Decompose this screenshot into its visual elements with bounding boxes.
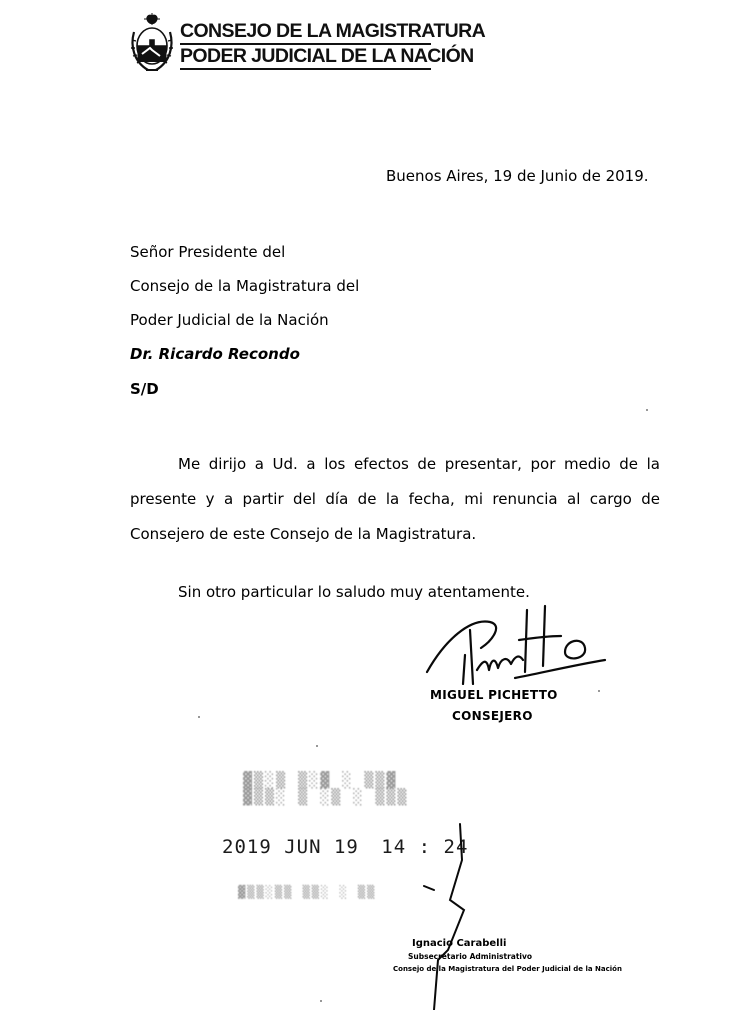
addressee-line-3: Poder Judicial de la Nación	[130, 311, 329, 329]
faded-stamp-line-3: ▓▒▒░▒▒ ▒▒░ ░ ▒▒	[238, 885, 377, 899]
addressee-line-2: Consejo de la Magistratura del	[130, 277, 360, 295]
letterhead-underline	[180, 68, 431, 70]
scan-speck	[198, 716, 200, 718]
letterhead-line-2: PODER JUDICIAL DE LA NACIÓN	[180, 45, 474, 67]
scan-speck	[598, 690, 600, 692]
scan-speck	[320, 1000, 322, 1002]
official-name: Ignacio Carabelli	[412, 938, 507, 949]
addressee-sd: S/D	[130, 380, 159, 398]
closing-line: Sin otro particular lo saludo muy atentamente.	[178, 583, 530, 601]
official-organization: Consejo de la Magistratura del Poder Judicial de la Nación	[393, 965, 622, 973]
addressee-name: Dr. Ricardo Recondo	[130, 345, 300, 363]
signer-name: MIGUEL PICHETTO	[430, 688, 558, 702]
date-line: Buenos Aires, 19 de Junio de 2019.	[386, 167, 649, 185]
official-title: Subsecretario Administrativo	[408, 952, 533, 961]
stamp-hour: 14	[381, 836, 407, 858]
letter-body: Me dirijo a Ud. a los efectos de presentar, por medio de la presente y a partir del día de la fecha, mi renuncia al cargo de Consejero de este Consejo de la Magistratura.	[130, 455, 660, 543]
faded-stamp-line-1: ▓▒░▒ ▒░▓ ░ ▒▒▓	[243, 771, 398, 789]
stamp-separator: :	[418, 836, 432, 858]
stamp-date: 2019 JUN 19	[222, 836, 359, 858]
scan-speck	[316, 745, 318, 747]
addressee-line-1: Señor Presidente del	[130, 243, 286, 261]
handwritten-signature	[415, 600, 615, 685]
signer-title: CONSEJERO	[452, 709, 533, 723]
official-initials-mark	[420, 820, 480, 1010]
faded-stamp-line-2: ▓▒▒░ ▒ ░▒ ░ ▒▒▒	[243, 788, 409, 806]
letterhead-line-1: CONSEJO DE LA MAGISTRATURA	[180, 20, 486, 42]
stamp-minute: 24	[443, 836, 469, 858]
argentina-coat-of-arms-icon	[128, 12, 176, 74]
scan-speck	[646, 409, 648, 411]
